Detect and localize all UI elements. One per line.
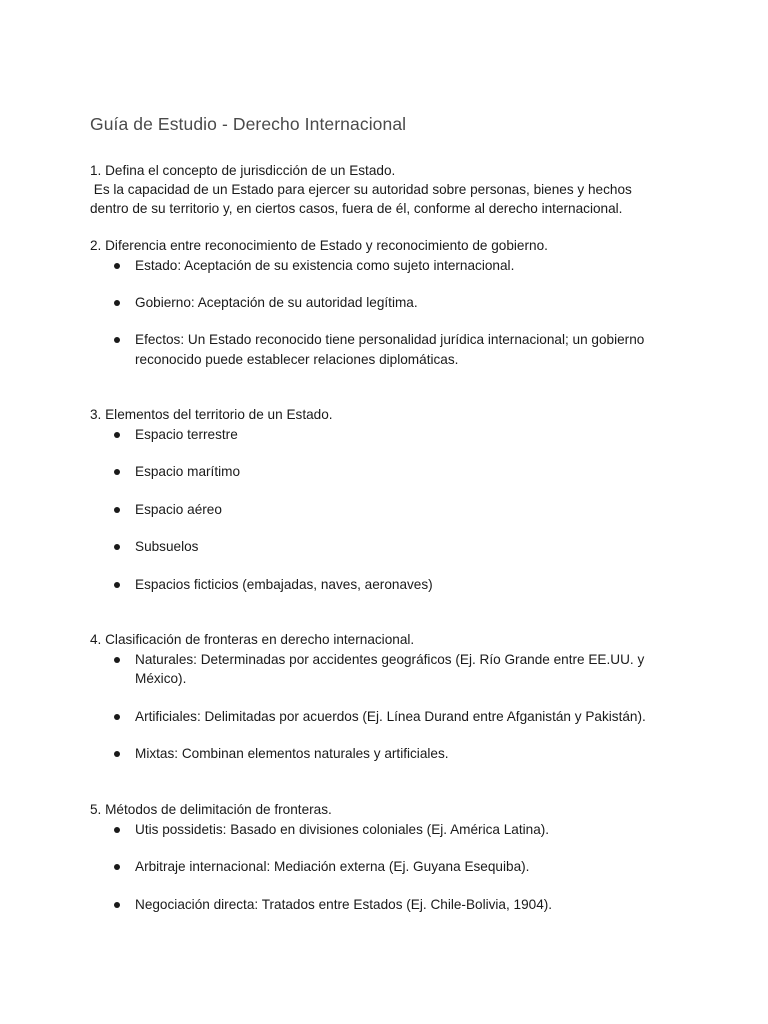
question-2: 2. Diferencia entre reconocimiento de Estado y reconocimiento de gobierno. [90,238,548,253]
answer-1-line-1: Es la capacidad de un Estado para ejercer su autoridad sobre personas, bienes y hechos [90,182,632,197]
q2-bullet-3-line-2: reconocido puede establecer relaciones diplomáticas. [135,352,459,367]
q4-bullet-1-line-2: México). [135,671,187,686]
q2-bullet-1: Estado: Aceptación de su existencia como sujeto internacional. [135,258,515,273]
bullet-point [114,582,120,588]
q3-bullet-4: Subsuelos [135,539,199,554]
bullet-point [114,864,120,870]
answer-1-line-2: dentro de su territorio y, en ciertos casos, fuera de él, conforme al derecho internacional. [90,201,623,216]
q5-bullet-2: Arbitraje internacional: Mediación externa (Ej. Guyana Esequiba). [135,859,530,874]
q2-bullet-3-line-1: Efectos: Un Estado reconocido tiene personalidad jurídica internacional; un gobierno [135,332,645,347]
q3-bullet-5: Espacios ficticios (embajadas, naves, aeronaves) [135,577,433,592]
bullet-point [114,544,120,550]
q5-bullet-3: Negociación directa: Tratados entre Estados (Ej. Chile-Bolivia, 1904). [135,897,553,912]
question-1: 1. Defina el concepto de jurisdicción de un Estado. [90,163,396,178]
bullet-point [114,902,120,908]
bullet-point [114,827,120,833]
bullet-point [114,300,120,306]
question-4: 4. Clasificación de fronteras en derecho internacional. [90,632,415,647]
q5-bullet-1: Utis possidetis: Basado en divisiones coloniales (Ej. América Latina). [135,822,550,837]
bullet-point [114,337,120,343]
bullet-point [114,263,120,269]
bullet-point [114,657,120,663]
bullet-point [114,432,120,438]
q4-bullet-2: Artificiales: Delimitadas por acuerdos (Ej. Línea Durand entre Afganistán y Pakistán). [135,709,646,724]
document-title: Guía de Estudio - Derecho Internacional [90,114,407,134]
bullet-point [114,714,120,720]
q3-bullet-1: Espacio terrestre [135,427,238,442]
bullet-point [114,469,120,475]
q3-bullet-2: Espacio marítimo [135,464,241,479]
q2-bullet-2: Gobierno: Aceptación de su autoridad legítima. [135,295,418,310]
q4-bullet-3: Mixtas: Combinan elementos naturales y artificiales. [135,746,449,761]
bullet-point [114,751,120,757]
bullet-point [114,507,120,513]
question-5: 5. Métodos de delimitación de fronteras. [90,802,332,817]
q3-bullet-3: Espacio aéreo [135,502,222,517]
question-3: 3. Elementos del territorio de un Estado. [90,407,333,422]
q4-bullet-1-line-1: Naturales: Determinadas por accidentes geográficos (Ej. Río Grande entre EE.UU. y [135,652,645,667]
